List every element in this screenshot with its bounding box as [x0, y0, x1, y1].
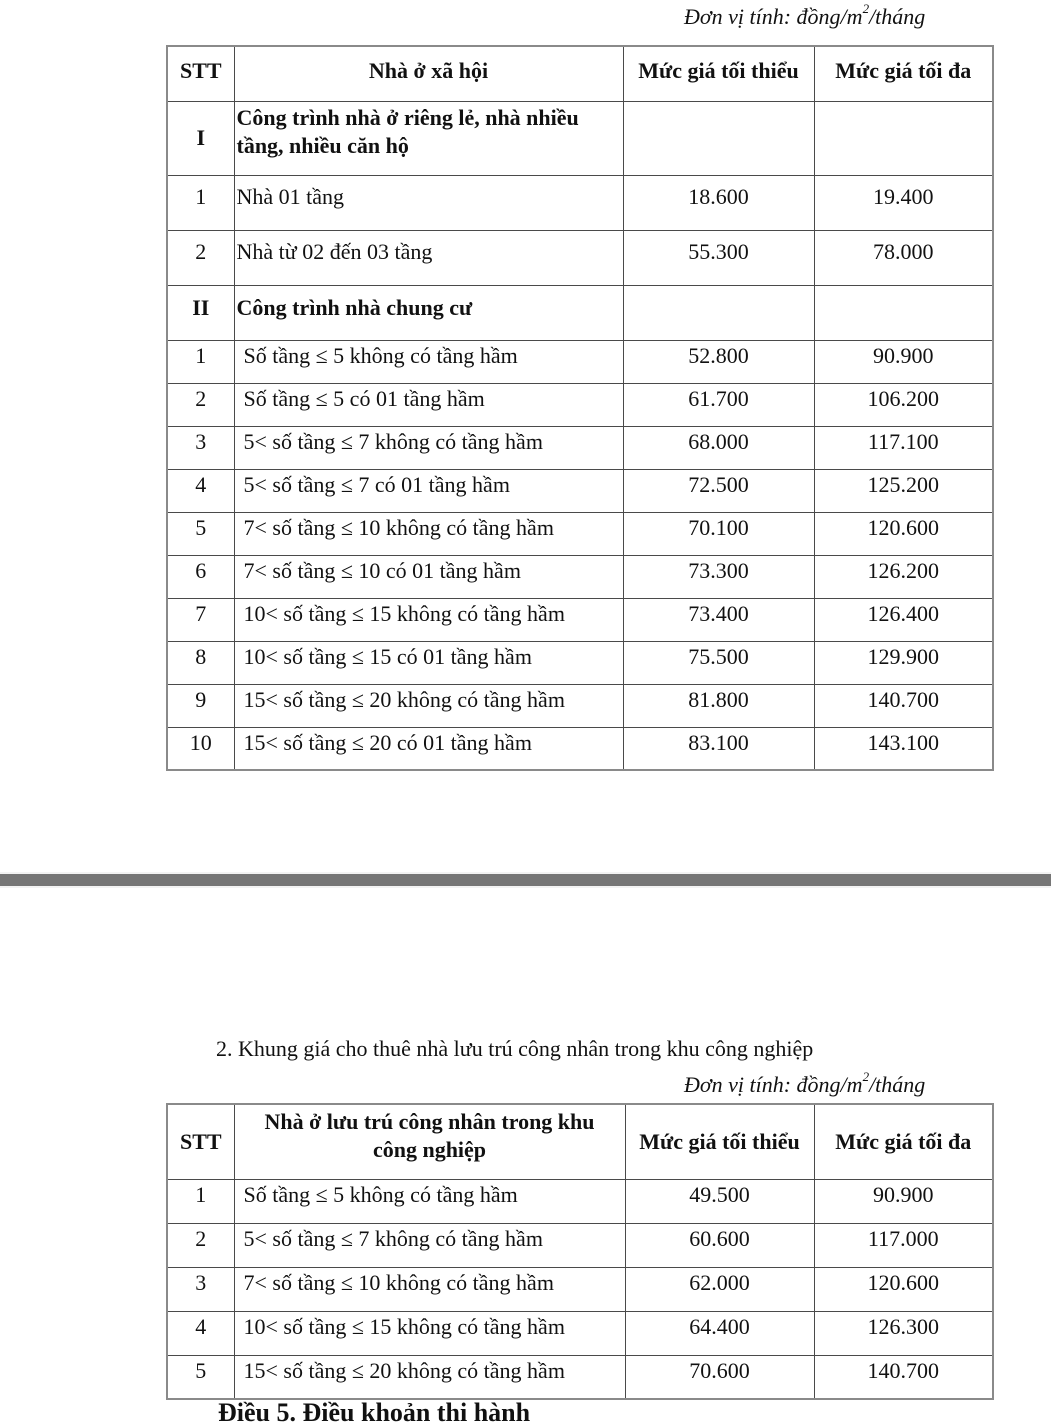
row-stt: 8: [167, 641, 234, 684]
unit-prefix: Đơn vị tính: đồng/m: [684, 1072, 863, 1097]
row-max-price: 126.300: [814, 1311, 993, 1355]
row-description: Số tầng ≤ 5 có 01 tầng hầm: [234, 383, 623, 426]
page-separator-bar: [0, 874, 1051, 886]
row-min-price: 75.500: [623, 641, 814, 684]
empty-cell: [623, 285, 814, 340]
table-row: [167, 641, 993, 684]
row-description: Số tầng ≤ 5 không có tầng hầm: [234, 1179, 625, 1223]
row-stt: 5: [167, 512, 234, 555]
row-max-price: 126.400: [814, 598, 993, 641]
table-row: [167, 1355, 993, 1399]
unit-superscript: 2: [862, 1, 870, 16]
header-description: Nhà ở lưu trú công nhân trong khu công nghiệp: [234, 1104, 625, 1179]
row-description: 5< số tầng ≤ 7 không có tầng hầm: [234, 426, 623, 469]
header-description: Nhà ở xã hội: [234, 46, 623, 101]
row-min-price: 83.100: [623, 727, 814, 770]
page-separator: [0, 872, 1051, 888]
row-description: 10< số tầng ≤ 15 không có tầng hầm: [234, 1311, 625, 1355]
row-max-price: 117.100: [814, 426, 993, 469]
row-max-price: 120.600: [814, 1267, 993, 1311]
empty-cell: [814, 285, 993, 340]
row-description: 7< số tầng ≤ 10 không có tầng hầm: [234, 1267, 625, 1311]
worker-housing-price-table: [166, 1103, 994, 1400]
row-stt: 4: [167, 469, 234, 512]
row-max-price: 129.900: [814, 641, 993, 684]
row-min-price: 73.400: [623, 598, 814, 641]
row-stt: 2: [167, 383, 234, 426]
table-row: [167, 175, 993, 230]
row-max-price: 90.900: [814, 1179, 993, 1223]
header-min-price: Mức giá tối thiểu: [623, 46, 814, 101]
table-row: [167, 1267, 993, 1311]
row-description: Nhà 01 tầng: [234, 175, 623, 230]
table-row: [167, 230, 993, 285]
row-stt: 1: [167, 1179, 234, 1223]
row-max-price: 90.900: [814, 340, 993, 383]
row-description: Số tầng ≤ 5 không có tầng hầm: [234, 340, 623, 383]
row-max-price: 78.000: [814, 230, 993, 285]
row-max-price: 143.100: [814, 727, 993, 770]
table-row: [167, 1223, 993, 1267]
row-stt: 9: [167, 684, 234, 727]
row-min-price: 70.600: [625, 1355, 814, 1399]
table-row: [167, 469, 993, 512]
row-stt: 2: [167, 1223, 234, 1267]
table-row: [167, 1311, 993, 1355]
table-row: [167, 426, 993, 469]
empty-cell: [814, 101, 993, 175]
row-description: 5< số tầng ≤ 7 không có tầng hầm: [234, 1223, 625, 1267]
row-description: 7< số tầng ≤ 10 không có tầng hầm: [234, 512, 623, 555]
table-row: [167, 684, 993, 727]
unit-prefix: Đơn vị tính: đồng/m: [684, 4, 863, 29]
row-description: 15< số tầng ≤ 20 không có tầng hầm: [234, 684, 623, 727]
row-stt: 2: [167, 230, 234, 285]
section-title: Công trình nhà chung cư: [234, 285, 623, 340]
row-max-price: 140.700: [814, 1355, 993, 1399]
row-min-price: 72.500: [623, 469, 814, 512]
row-min-price: 55.300: [623, 230, 814, 285]
row-max-price: 117.000: [814, 1223, 993, 1267]
row-max-price: 120.600: [814, 512, 993, 555]
row-min-price: 52.800: [623, 340, 814, 383]
row-min-price: 73.300: [623, 555, 814, 598]
row-stt: 3: [167, 1267, 234, 1311]
row-min-price: 49.500: [625, 1179, 814, 1223]
row-stt: 6: [167, 555, 234, 598]
table-header-row: [167, 1104, 993, 1179]
row-min-price: 81.800: [623, 684, 814, 727]
row-max-price: 126.200: [814, 555, 993, 598]
section-row: [167, 101, 993, 175]
section-title: Công trình nhà ở riêng lẻ, nhà nhiều tầng, nhiều căn hộ: [234, 101, 623, 175]
empty-cell: [623, 101, 814, 175]
header-max-price: Mức giá tối đa: [814, 1104, 993, 1179]
header-stt: STT: [167, 1104, 234, 1179]
row-max-price: 140.700: [814, 684, 993, 727]
row-min-price: 62.000: [625, 1267, 814, 1311]
row-description: 10< số tầng ≤ 15 không có tầng hầm: [234, 598, 623, 641]
row-min-price: 68.000: [623, 426, 814, 469]
section-number: II: [167, 285, 234, 340]
unit-suffix: /tháng: [869, 1072, 926, 1097]
header-min-price: Mức giá tối thiểu: [625, 1104, 814, 1179]
section-number: I: [167, 101, 234, 175]
row-description: 7< số tầng ≤ 10 có 01 tầng hầm: [234, 555, 623, 598]
unit-superscript: 2: [862, 1069, 870, 1084]
row-description: 10< số tầng ≤ 15 có 01 tầng hầm: [234, 641, 623, 684]
next-article-heading-clipped: Điều 5. Điều khoản thi hành: [218, 1398, 531, 1427]
row-min-price: 70.100: [623, 512, 814, 555]
section-heading: 2. Khung giá cho thuê nhà lưu trú công nhân trong khu công nghiệp: [216, 1036, 814, 1061]
row-description: 5< số tầng ≤ 7 có 01 tầng hầm: [234, 469, 623, 512]
row-description: Nhà từ 02 đến 03 tầng: [234, 230, 623, 285]
table-row: [167, 598, 993, 641]
header-max-price: Mức giá tối đa: [814, 46, 993, 101]
table-header-row: [167, 46, 993, 101]
unit-label: [684, 1, 926, 30]
unit-label: [684, 1069, 926, 1098]
table-row: [167, 340, 993, 383]
table-row: [167, 727, 993, 770]
table-row: [167, 1179, 993, 1223]
social-housing-price-table: [166, 45, 994, 771]
row-min-price: 60.600: [625, 1223, 814, 1267]
row-max-price: 106.200: [814, 383, 993, 426]
row-stt: 7: [167, 598, 234, 641]
row-description: 15< số tầng ≤ 20 có 01 tầng hầm: [234, 727, 623, 770]
row-min-price: 64.400: [625, 1311, 814, 1355]
table-row: [167, 512, 993, 555]
row-stt: 3: [167, 426, 234, 469]
section-row: [167, 285, 993, 340]
header-stt: STT: [167, 46, 234, 101]
row-stt: 4: [167, 1311, 234, 1355]
table-row: [167, 555, 993, 598]
row-stt: 1: [167, 175, 234, 230]
row-stt: 5: [167, 1355, 234, 1399]
row-max-price: 19.400: [814, 175, 993, 230]
row-description: 15< số tầng ≤ 20 không có tầng hầm: [234, 1355, 625, 1399]
row-max-price: 125.200: [814, 469, 993, 512]
row-min-price: 18.600: [623, 175, 814, 230]
table-row: [167, 383, 993, 426]
unit-suffix: /tháng: [869, 4, 926, 29]
row-stt: 1: [167, 340, 234, 383]
row-stt: 10: [167, 727, 234, 770]
row-min-price: 61.700: [623, 383, 814, 426]
